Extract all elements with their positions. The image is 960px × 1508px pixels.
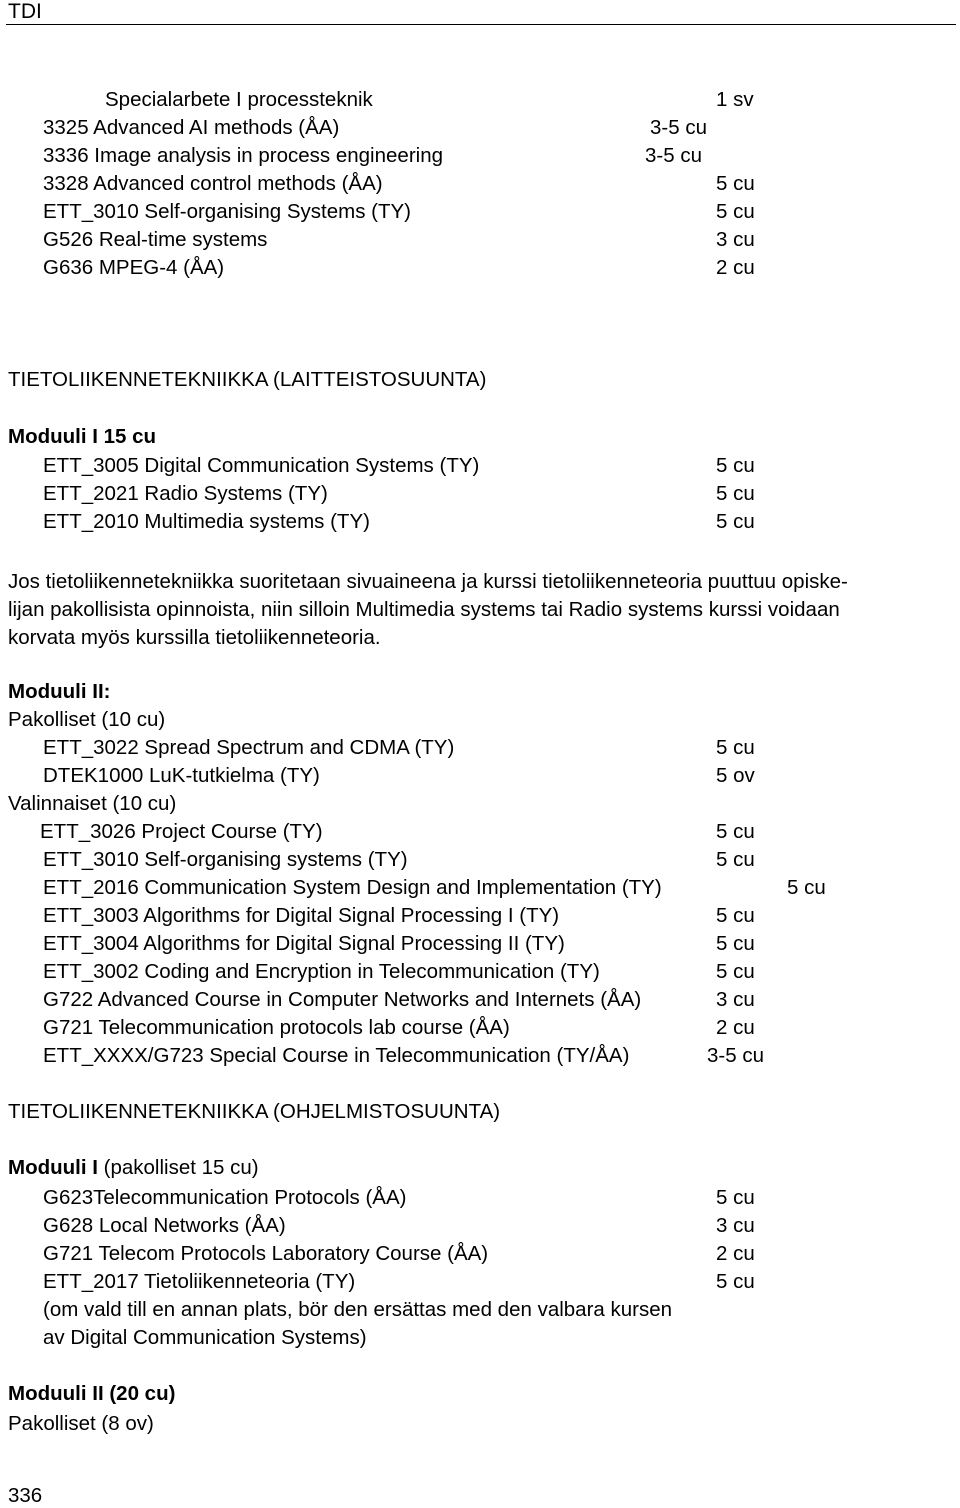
paragraph-line: Jos tietoliikennetekniikka suoritetaan sivuaineena ja kurssi tietoliikenneteoria puuttuu opiske- — [8, 570, 848, 593]
course-name: G636 MPEG-4 (ÅA) — [43, 256, 225, 279]
course-name: Specialarbete I processteknik — [105, 88, 373, 111]
course-credits: 5 cu — [716, 848, 755, 871]
course-name: ETT_3003 Algorithms for Digital Signal Processing I (TY) — [43, 904, 560, 927]
module-title-bold: Moduuli I — [8, 1156, 98, 1179]
page-header-title: TDI — [8, 0, 42, 23]
module-title-rest: (pakolliset 15 cu) — [97, 1156, 259, 1179]
page-number: 336 — [8, 1484, 43, 1507]
course-credits: 2 cu — [716, 1016, 755, 1039]
module-title: Moduuli I 15 cu — [8, 425, 157, 448]
course-name: ETT_2021 Radio Systems (TY) — [43, 482, 328, 505]
header-divider — [6, 24, 956, 25]
mandatory-label: Pakolliset (8 ov) — [8, 1412, 154, 1435]
course-credits: 5 cu — [716, 820, 755, 843]
course-name: ETT_2010 Multimedia systems (TY) — [43, 510, 370, 533]
course-name: G623Telecommunication Protocols (ÅA) — [43, 1186, 407, 1209]
course-name: G526 Real-time systems — [43, 228, 268, 251]
course-credits: 3 cu — [716, 988, 755, 1011]
course-name: DTEK1000 LuK-tutkielma (TY) — [43, 764, 320, 787]
course-credits: 2 cu — [716, 1242, 755, 1265]
course-credits: 3 cu — [716, 228, 755, 251]
course-credits: 5 cu — [716, 510, 755, 533]
section-heading: TIETOLIIKENNETEKNIIKKA (OHJELMISTOSUUNTA) — [8, 1100, 501, 1123]
note-line: av Digital Communication Systems) — [43, 1326, 367, 1349]
course-name: ETT_2016 Communication System Design and Implementation (TY) — [43, 876, 662, 899]
course-name: ETT_3004 Algorithms for Digital Signal Processing II (TY) — [43, 932, 565, 955]
mandatory-label: Pakolliset (10 cu) — [8, 708, 166, 731]
course-credits: 1 sv — [716, 88, 754, 111]
paragraph-line: lijan pakollisista opinnoista, niin silloin Multimedia systems tai Radio systems kurssi voidaan — [8, 598, 840, 621]
course-name: G722 Advanced Course in Computer Networks and Internets (ÅA) — [43, 988, 642, 1011]
course-credits: 5 cu — [716, 1270, 755, 1293]
course-credits: 3-5 cu — [650, 116, 707, 139]
course-name: ETT_3010 Self-organising systems (TY) — [43, 848, 408, 871]
course-name: 3325 Advanced AI methods (ÅA) — [43, 116, 340, 139]
module-title: Moduuli II: — [8, 680, 111, 703]
course-credits: 3-5 cu — [645, 144, 702, 167]
course-credits: 5 cu — [716, 454, 755, 477]
course-name: ETT_2017 Tietoliikenneteoria (TY) — [43, 1270, 356, 1293]
optional-label: Valinnaiset (10 cu) — [8, 792, 177, 815]
course-name: ETT_3022 Spread Spectrum and CDMA (TY) — [43, 736, 455, 759]
course-credits: 5 cu — [716, 200, 755, 223]
module-title: Moduuli II (20 cu) — [8, 1382, 176, 1405]
course-name: G721 Telecom Protocols Laboratory Course (ÅA) — [43, 1242, 489, 1265]
course-credits: 5 cu — [716, 172, 755, 195]
course-name: ETT_3005 Digital Communication Systems (TY) — [43, 454, 480, 477]
course-name: 3336 Image analysis in process engineering — [43, 144, 444, 167]
course-credits: 5 cu — [716, 932, 755, 955]
course-credits: 3-5 cu — [707, 1044, 764, 1067]
course-name: ETT_XXXX/G723 Special Course in Telecommunication (TY/ÅA) — [43, 1044, 630, 1067]
course-credits: 5 cu — [716, 736, 755, 759]
info-paragraph — [8, 568, 953, 652]
course-name: 3328 Advanced control methods (ÅA) — [43, 172, 383, 195]
course-credits: 2 cu — [716, 256, 755, 279]
course-credits: 5 cu — [716, 482, 755, 505]
course-credits: 5 cu — [787, 876, 826, 899]
section-heading: TIETOLIIKENNETEKNIIKKA (LAITTEISTOSUUNTA) — [8, 368, 487, 391]
course-credits: 5 cu — [716, 1186, 755, 1209]
course-credits: 5 ov — [716, 764, 755, 787]
course-name: G628 Local Networks (ÅA) — [43, 1214, 286, 1237]
course-name: G721 Telecommunication protocols lab course (ÅA) — [43, 1016, 510, 1039]
course-credits: 5 cu — [716, 904, 755, 927]
note-line: (om vald till en annan plats, bör den ersättas med den valbara kursen — [43, 1298, 673, 1321]
module-title — [8, 1158, 259, 1179]
course-credits: 5 cu — [716, 960, 755, 983]
paragraph-line: korvata myös kurssilla tietoliikenneteoria. — [8, 626, 381, 649]
course-credits: 3 cu — [716, 1214, 755, 1237]
course-name: ETT_3026 Project Course (TY) — [40, 820, 323, 843]
course-name: ETT_3010 Self-organising Systems (TY) — [43, 200, 411, 223]
course-name: ETT_3002 Coding and Encryption in Telecommunication (TY) — [43, 960, 600, 983]
